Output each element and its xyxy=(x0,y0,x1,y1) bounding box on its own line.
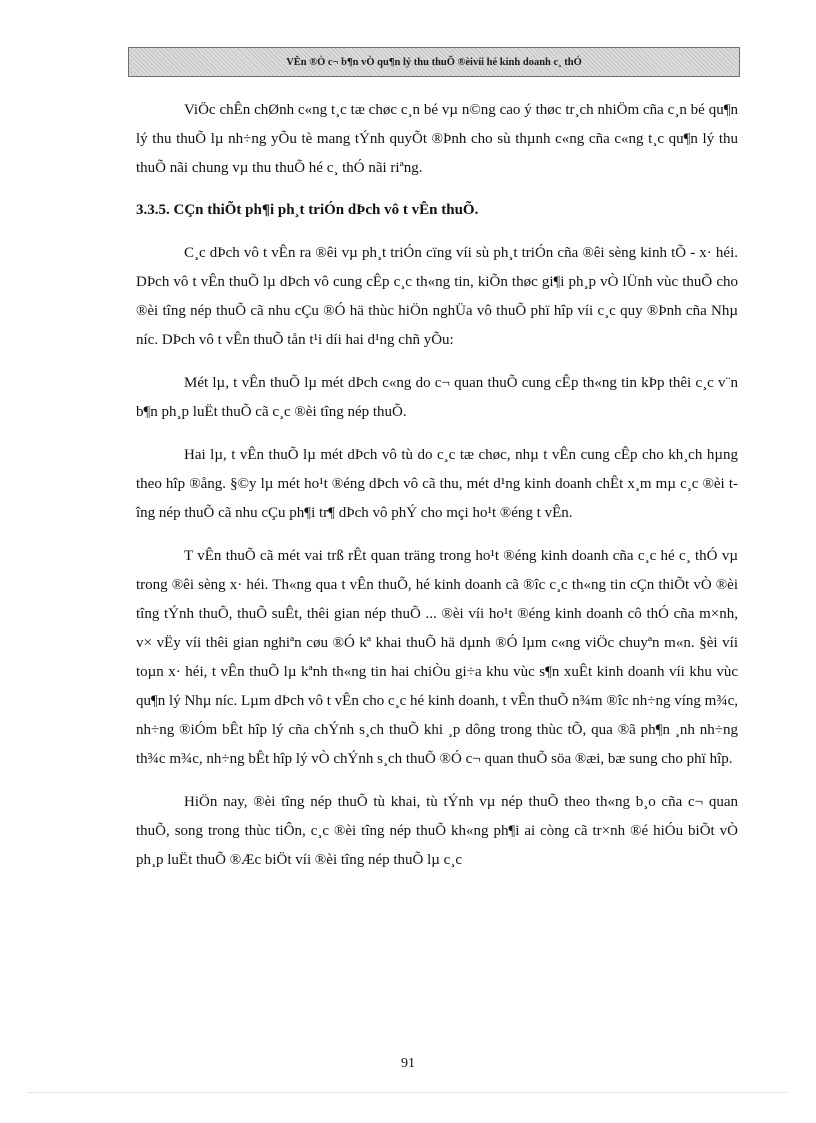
page-number: 91 xyxy=(401,1056,415,1071)
running-header-title: VÊn ®Ò c¬ b¶n vÒ qu¶n lý thu thuÕ ®èivíi hé kinh doanh c¸ thÓ xyxy=(286,56,582,68)
section-heading: 3.3.5. CÇn thiÕt ph¶i ph¸t triÓn dÞch vô t vÊn thuÕ. xyxy=(136,202,479,218)
page-body xyxy=(136,96,738,875)
paragraph-2: C¸c dÞch vô t vÊn ra ®êi vµ ph¸t triÓn cïng víi sù ph¸t triÓn cña ®êi sèng kinh tÕ - x· héi. DÞch vô t vÊn thuÕ lµ dÞch vô cung cÊp c¸c th«ng tin, kiÕn thøc gi¶i ph¸p vÒ lÜnh vùc thuÕ cho ®èi tîng nép thuÕ cã nhu cÇu ®Ó hä thùc hiÖn nghÜa vô thuÕ phï hîp víi c¸c quy ®Þnh cña Nhµ níc. DÞch vô t vÊn thuÕ tån t¹i díi hai d¹ng chñ yÕu: xyxy=(136,245,738,348)
running-header xyxy=(128,47,740,77)
paragraph-6: HiÖn nay, ®èi tîng nép thuÕ tù khai, tù tÝnh vµ nép thuÕ theo th«ng b¸o cña c¬ quan thuÕ, song trong thùc tiÔn, c¸c ®èi tîng nép thuÕ kh«ng ph¶i ai còng cã tr×nh ®é hiÓu biÕt vÒ ph¸p luËt thuÕ ®Æc biÖt víi ®èi tîng nép thuÕ lµ c¸c xyxy=(136,794,738,868)
paragraph-4: Hai lµ, t vÊn thuÕ lµ mét dÞch vô tù do c¸c tæ chøc, nhµ t vÊn cung cÊp cho kh¸ch hµng theo hîp ®ång. §©y lµ mét ho¹t ®éng dÞch vô cã thu, mét d¹ng kinh doanh chÊt x¸m mµ c¸c ®èi tîng nép thuÕ cã nhu cÇu ph¶i tr¶ dÞch vô phÝ cho mçi ho¹t ®éng t vÊn. xyxy=(136,447,738,521)
page-bottom-rule xyxy=(28,1092,788,1093)
paragraph-3: Mét lµ, t vÊn thuÕ lµ mét dÞch c«ng do c¬ quan thuÕ cung cÊp th«ng tin kÞp thêi c¸c v¨n b¶n ph¸p luËt thuÕ cã c¸c ®èi tîng nép thuÕ. xyxy=(136,375,738,420)
paragraph-5: T vÊn thuÕ cã mét vai trß rÊt quan träng trong ho¹t ®éng kinh doanh cña c¸c hé c¸ thÓ vµ trong ®êi sèng x· héi. Th«ng qua t vÊn thuÕ, hé kinh doanh cã ®îc c¸c th«ng tin cÇn thiÕt vÒ ®èi tîng tÝnh thuÕ, thuÕ suÊt, thêi gian nép thuÕ ... ®èi víi ho¹t ®éng kinh doanh cô thÓ cña m×nh, v× vËy víi thêi gian nghiªn cøu ®Ó kª khai thuÕ hä dµnh ®Ó lµm c«ng viÖc chuyªn m«n. §èi víi toµn x· héi, t vÊn thuÕ lµ kªnh th«ng tin hai chiÒu gi÷a khu vùc s¶n xuÊt kinh doanh víi khu vùc qu¶n lý Nhµ níc. Lµm dÞch vô t vÊn cho c¸c hé kinh doanh, t vÊn thuÕ n¾m ®îc nh÷ng víng m¾c, nh÷ng ®iÓm bÊt hîp lý cña chÝnh s¸ch thuÕ khi ¸p dông trong thùc tÕ, qua ®ã ph¶n ¸nh nh÷ng th¾c m¾c, nh÷ng bÊt hîp lý vÒ chÝnh s¸ch thuÕ ®Ó c¬ quan thuÕ söa ®æi, bæ sung cho phï hîp. xyxy=(136,548,738,767)
paragraph-1: ViÖc chÊn chØnh c«ng t¸c tæ chøc c¸n bé vµ n©ng cao ý thøc tr¸ch nhiÖm cña c¸n bé qu¶n lý thu thuÕ lµ nh÷ng yÕu tè mang tÝnh quyÕt ®Þnh cho sù thµnh c«ng cña c«ng t¸c qu¶n lý thu thuÕ nãi chung vµ thu thuÕ hé c¸ thÓ nãi riªng. xyxy=(136,102,738,176)
